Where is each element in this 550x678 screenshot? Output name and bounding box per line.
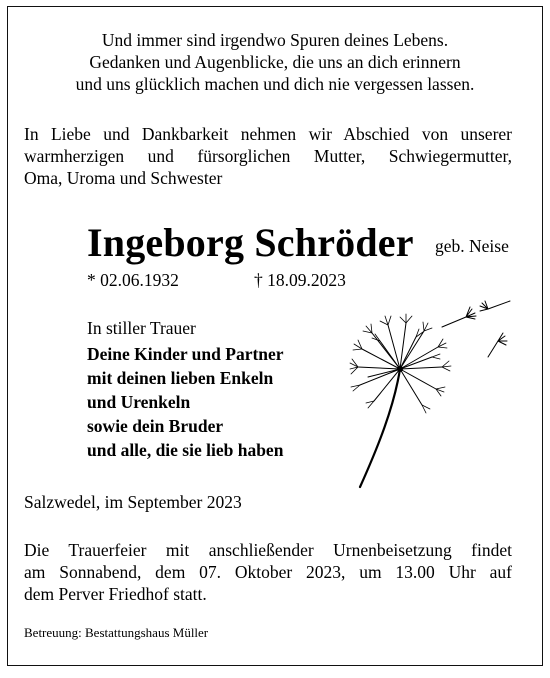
service-line-3: dem Perver Friedhof statt. <box>24 584 207 604</box>
intro-line-2: warmherzigen und fürsorglichen Mutter, Schwiegermutter, <box>24 146 512 166</box>
birth-date: * 02.06.1932 <box>87 270 179 290</box>
mourner-line-1: Deine Kinder und Partner <box>87 344 284 364</box>
intro-line-1: In Liebe und Dankbarkeit nehmen wir Abschied von unserer <box>24 124 512 144</box>
deceased-name: Ingeborg Schröder <box>87 220 414 265</box>
intro-line-3: Oma, Uroma und Schwester <box>24 168 223 188</box>
poem-line-1: Und immer sind irgendwo Spuren deines Lebens. <box>101 30 449 50</box>
mourner-line-4: sowie dein Bruder <box>87 416 224 436</box>
dandelion-icon <box>338 297 528 497</box>
poem-line-2: Gedanken und Augenblicke, die uns an dich erinnern <box>89 52 461 72</box>
mourner-line-2: mit deinen lieben Enkeln <box>87 368 274 388</box>
service-line-1: Die Trauerfeier mit anschließender Urnenbeisetzung findet <box>24 540 512 560</box>
footer-undertaker: Betreuung: Bestattungshaus Müller <box>24 625 209 640</box>
mourner-line-5: und alle, die sie lieb haben <box>87 440 284 460</box>
obituary-notice <box>7 6 543 666</box>
death-date: † 18.09.2023 <box>254 270 346 290</box>
birth-name: geb. Neise <box>435 236 509 256</box>
place-date: Salzwedel, im September 2023 <box>24 492 242 512</box>
mourner-line-3: und Urenkeln <box>87 392 191 412</box>
service-line-2: am Sonnabend, dem 07. Oktober 2023, um 13.00 Uhr auf <box>24 562 512 582</box>
mourners-heading: In stiller Trauer <box>87 318 196 338</box>
poem-line-3: und uns glücklich machen und dich nie vergessen lassen. <box>75 74 475 94</box>
